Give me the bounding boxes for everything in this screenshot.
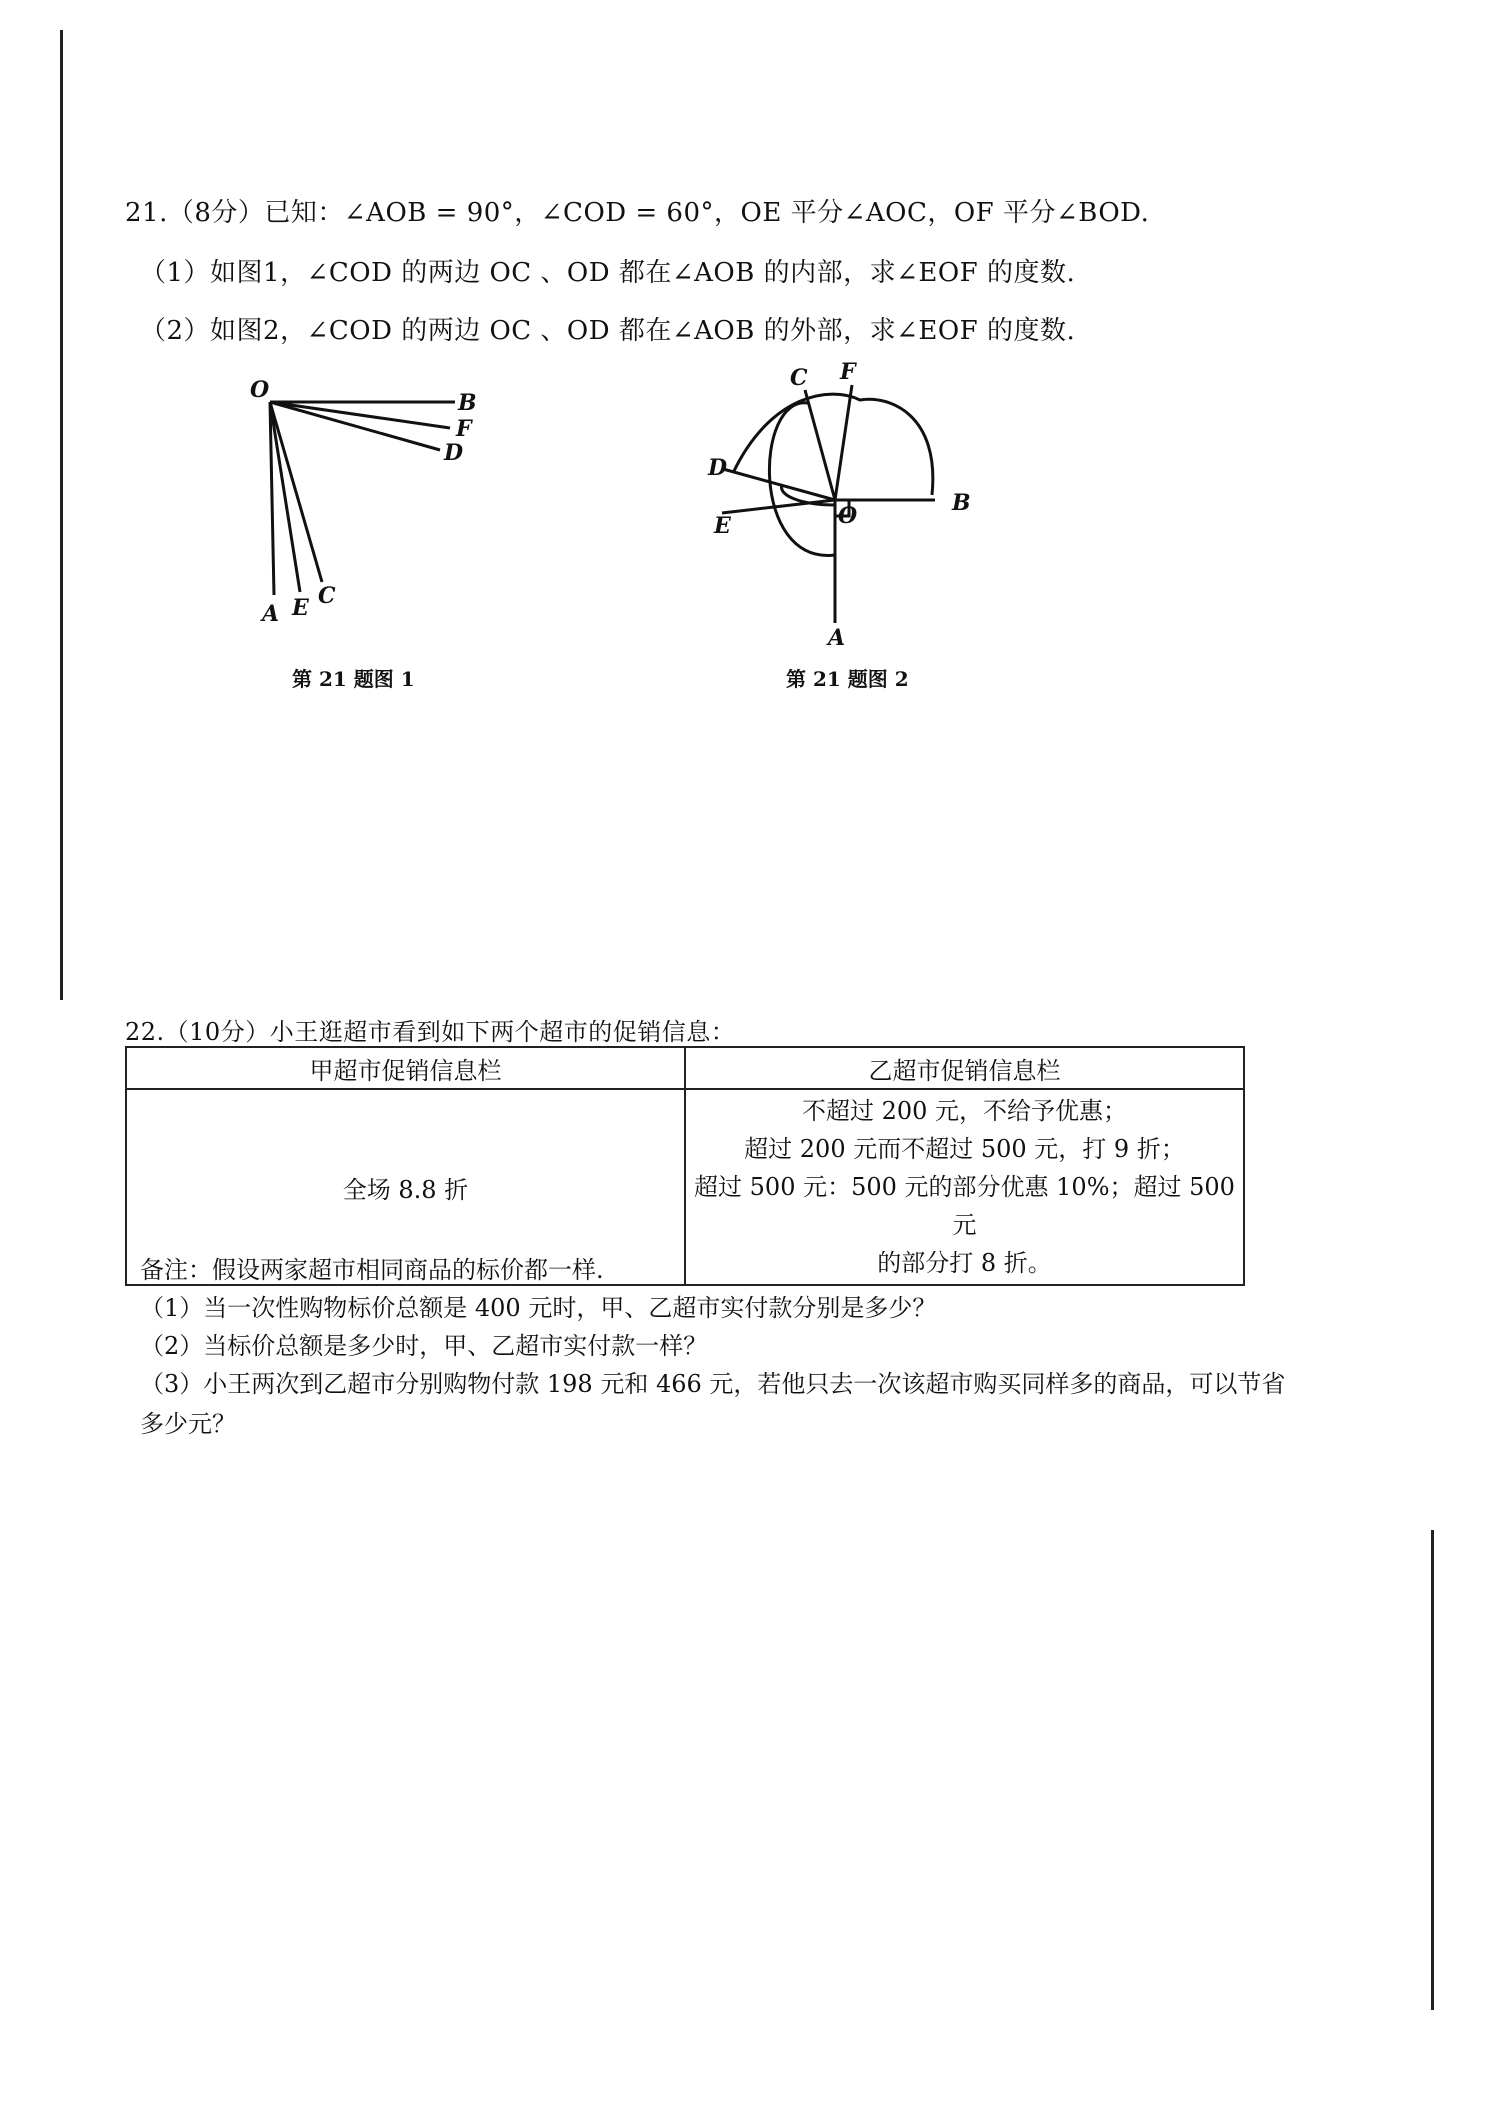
fig2-ray-of bbox=[835, 385, 852, 500]
q22-note: 备注：假设两家超市相同商品的标价都一样. bbox=[140, 1256, 604, 1284]
promo-cell-yi bbox=[685, 1089, 1244, 1285]
fig2-ray-oc bbox=[805, 390, 835, 500]
fig2-label-f: F bbox=[840, 359, 856, 385]
fig1-label-a: A bbox=[262, 601, 280, 627]
fig1-ray-oc bbox=[270, 402, 322, 582]
q22-stem: 22.（10分）小王逛超市看到如下两个超市的促销信息： bbox=[125, 1018, 736, 1046]
q21-figure-2 bbox=[690, 355, 1000, 665]
promo-yi-rule-3: 超过 500 元：500 元的部分优惠 10%；超过 500 元 bbox=[694, 1173, 1235, 1239]
q22-part1: （1）当一次性购物标价总额是 400 元时，甲、乙超市实付款分别是多少？ bbox=[140, 1294, 937, 1322]
promo-yi-rule-2: 超过 200 元而不超过 500 元，打 9 折； bbox=[744, 1135, 1185, 1163]
fig1-label-f: F bbox=[456, 416, 472, 442]
right-edge-line bbox=[1431, 1530, 1434, 2010]
left-edge-line bbox=[60, 30, 63, 1000]
fig1-ray-od bbox=[270, 402, 440, 450]
fig2-label-b: B bbox=[952, 490, 971, 516]
q22-part3-line2: 多少元？ bbox=[140, 1410, 236, 1438]
q21-part1: （1）如图1，∠COD 的两边 OC 、OD 都在∠AOB 的内部，求∠EOF 的度数. bbox=[140, 258, 1076, 288]
promo-header-jia: 甲超市促销信息栏 bbox=[126, 1047, 685, 1089]
q21-figure-1-caption: 第 21 题图 1 bbox=[292, 667, 415, 691]
q21-stem: 21.（8分）已知：∠AOB = 90°，∠COD = 60°，OE 平分∠AOC，OF 平分∠BOD. bbox=[125, 198, 1150, 228]
fig2-arc-aoc bbox=[769, 403, 835, 556]
fig1-label-e: E bbox=[292, 595, 309, 621]
promo-yi-rule-1: 不超过 200 元，不给予优惠； bbox=[801, 1097, 1128, 1125]
fig2-label-a: A bbox=[828, 625, 846, 651]
fig1-ray-of bbox=[270, 402, 450, 428]
fig2-ray-od bbox=[723, 469, 835, 500]
fig2-ray-oe bbox=[722, 500, 835, 513]
fig1-label-b: B bbox=[458, 390, 477, 416]
q21-figure-2-caption: 第 21 题图 2 bbox=[786, 667, 909, 691]
q21-figure-1 bbox=[240, 370, 500, 630]
fig1-label-d: D bbox=[444, 440, 464, 466]
fig2-label-o: O bbox=[838, 503, 858, 529]
promo-yi-rule-4: 的部分打 8 折。 bbox=[877, 1249, 1052, 1277]
fig2-label-c: C bbox=[790, 365, 808, 391]
promo-header-yi: 乙超市促销信息栏 bbox=[685, 1047, 1244, 1089]
q21-part2: （2）如图2，∠COD 的两边 OC 、OD 都在∠AOB 的外部，求∠EOF 的度数. bbox=[140, 316, 1076, 346]
fig1-label-o: O bbox=[250, 377, 270, 403]
promo-cell-jia: 全场 8.8 折 bbox=[126, 1089, 685, 1285]
fig2-label-e: E bbox=[714, 513, 731, 539]
fig1-label-c: C bbox=[318, 583, 336, 609]
q22-part3-line1: （3）小王两次到乙超市分别购物付款 198 元和 466 元，若他只去一次该超市购买同样多的商品，可以节省 bbox=[140, 1370, 1286, 1398]
fig2-label-d: D bbox=[708, 455, 728, 481]
q22-part2: （2）当标价总额是多少时，甲、乙超市实付款一样？ bbox=[140, 1332, 708, 1360]
